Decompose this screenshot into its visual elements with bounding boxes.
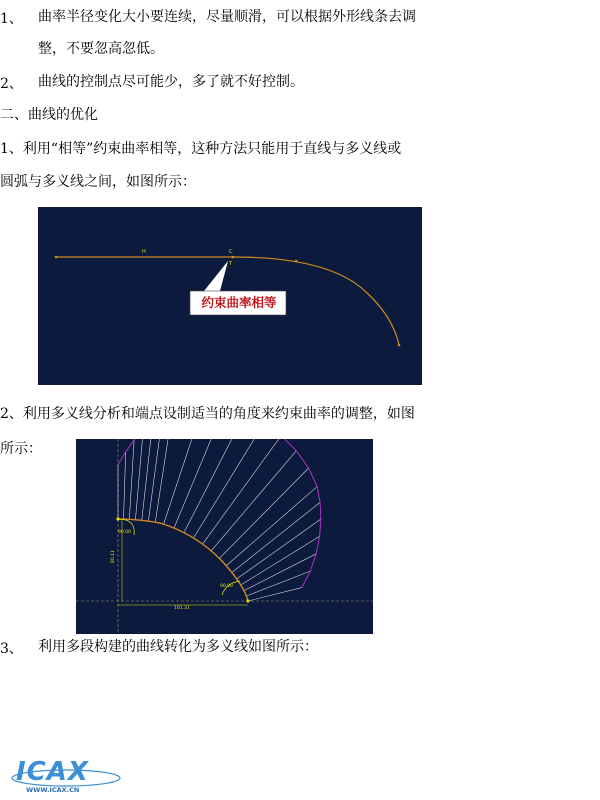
porcupine-line (155, 439, 173, 522)
porcupine-line (164, 439, 204, 524)
section-heading: 二、曲线的优化 (0, 107, 98, 123)
porcupine-line (244, 554, 316, 591)
porcupine-line (246, 571, 310, 596)
figure-curvature-analysis (76, 439, 373, 634)
paragraph-line: 所示： (0, 441, 42, 457)
paragraph-line: 2、利用多义线分析和端点设制适当的角度来约束曲率的调整，如图 (0, 406, 415, 422)
paragraph-line: 圆弧与多义线之间，如图所示： (0, 174, 196, 190)
angle-label-bottom: 90.00 (220, 584, 233, 589)
porcupine-line (142, 439, 153, 520)
paragraph-line: 利用多段构建的曲线转化为多义线如图所示： (38, 639, 318, 655)
constraint-label-c: C (229, 249, 233, 255)
porcupine-line (194, 439, 265, 538)
list-number: 2、 (0, 76, 23, 92)
callout-pointer (192, 261, 228, 291)
dimension-label-vertical: 80.11 (111, 550, 116, 563)
paragraph-line: 1、利用“相等”约束曲率相等，这种方法只能用于直线与多义线或 (0, 141, 402, 157)
logo-wordmark: ICAX (16, 757, 89, 787)
dimension-label-horizontal: 101.31 (174, 606, 190, 611)
porcupine-line (148, 439, 163, 521)
logo-url: WWW.ICAX.CN (26, 786, 80, 794)
curvature-porcupine-lines (118, 439, 321, 601)
constraint-label-t: T (229, 261, 233, 267)
porcupine-line (184, 439, 245, 533)
list-number: 3、 (0, 641, 23, 657)
constraint-label-h: H (142, 249, 146, 255)
callout-label: 约束曲率相等 (201, 295, 277, 310)
paragraph-line: 曲线的控制点尽可能少，多了就不好控制。 (38, 74, 304, 90)
porcupine-line (211, 451, 296, 551)
list-number: 1、 (0, 11, 23, 27)
angle-label-top: 90.00 (118, 530, 131, 535)
porcupine-line (124, 452, 126, 519)
porcupine-line (241, 536, 320, 585)
paragraph-line: 整，不要忽高忽低。 (38, 41, 164, 57)
porcupine-line (135, 439, 143, 520)
porcupine-line (248, 588, 302, 601)
paragraph-line: 曲率半径变化大小要连续，尽量顺滑，可以根据外形线条去调 (38, 9, 416, 25)
icax-logo (8, 752, 124, 794)
porcupine-line (232, 502, 320, 572)
porcupine-line (174, 439, 225, 528)
porcupine-line (129, 440, 134, 520)
porcupine-line (219, 468, 308, 558)
